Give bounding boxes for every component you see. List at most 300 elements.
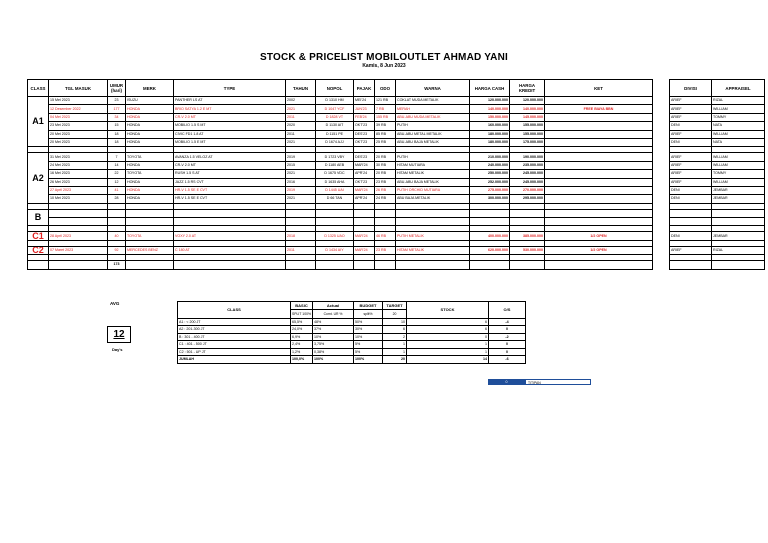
- summary-col-os: O/S: [489, 302, 526, 319]
- total-blank: [286, 261, 316, 269]
- cell-tgl: 15 Mei 2023: [49, 97, 108, 105]
- cell-appraisel: WILLIAM: [712, 161, 765, 169]
- cell-odo: 23 RB: [375, 246, 396, 254]
- cell-type: CR-V 2.0 MT: [174, 113, 286, 121]
- cell-tgl: 04 Mei 2023: [49, 113, 108, 121]
- cell-merk: HONDA: [126, 195, 174, 203]
- cell-tahun: 2019: [286, 153, 316, 161]
- cell-tahun: 2002: [286, 97, 316, 105]
- cell-appraisel: JEMBAR: [712, 195, 765, 203]
- cell-ket: [545, 130, 653, 138]
- class-label: C2: [28, 246, 49, 254]
- cell-nopol: [316, 209, 354, 217]
- summary-col-basic: BASIC: [291, 302, 313, 310]
- cell-umur: 34: [108, 113, 126, 121]
- cell-appraisel: [712, 261, 765, 269]
- cell-umur: 92: [108, 246, 126, 254]
- cell-merk: HONDA: [126, 113, 174, 121]
- cell-nopol: D 1635 AHA: [316, 178, 354, 186]
- stock-row: [28, 138, 653, 146]
- cell-ket: [545, 138, 653, 146]
- cell-umur: 14: [108, 161, 126, 169]
- cell-cash: [470, 218, 510, 226]
- cell-odo: 23 RB: [375, 178, 396, 186]
- cell-umur: 28: [108, 195, 126, 203]
- cell-tgl: [49, 218, 108, 226]
- summary-row: [178, 341, 526, 349]
- cell-appraisel: JEMBAR: [712, 232, 765, 240]
- cell-merk: HONDA: [126, 161, 174, 169]
- total-blank: [545, 261, 653, 269]
- cell-warna: ABU-ABU METAL METALIK: [396, 130, 470, 138]
- col-pajak: PAJAK: [354, 80, 375, 97]
- summary-cell-class: A1 : < 200 JT: [178, 318, 291, 326]
- cell-tahun: [286, 209, 316, 217]
- divisi-row: [670, 195, 765, 203]
- cell-umur: 12: [108, 178, 126, 186]
- cell-kredit: 235.000.000: [510, 161, 545, 169]
- cell-type: HR-V 1.5 SE E CVT: [174, 186, 286, 194]
- summary-cell-class: C1 : 401 - 500 JT: [178, 341, 291, 349]
- cell-nopol: D 1434 AIY: [316, 246, 354, 254]
- stock-row: [28, 153, 653, 161]
- divisi-row: [670, 209, 765, 217]
- cell-type: [174, 218, 286, 226]
- cell-cash: 160.000.000: [470, 122, 510, 130]
- cell-warna: HITAM METALIK: [396, 170, 470, 178]
- cell-appraisel: NATA: [712, 138, 765, 146]
- col-ket: KET: [545, 80, 653, 97]
- summary-cell-os: 0: [489, 326, 526, 334]
- cell-odo: 25 RB: [375, 138, 396, 146]
- divisi-row: [670, 97, 765, 105]
- cell-ket: [545, 161, 653, 169]
- cell-merk: HONDA: [126, 122, 174, 130]
- stock-row: [28, 195, 653, 203]
- cell-ket: [545, 209, 653, 217]
- cell-divisi: ARIEF: [670, 178, 712, 186]
- cell-tgl: 20 Mei 2023: [49, 130, 108, 138]
- cell-appraisel: RIZAL: [712, 97, 765, 105]
- cell-kredit: 175.000.000: [510, 138, 545, 146]
- cell-divisi: ARIEF: [670, 246, 712, 254]
- cell-tgl: 26 Mei 2023: [49, 178, 108, 186]
- cell-warna: PUTIH: [396, 153, 470, 161]
- cell-divisi: [670, 209, 712, 217]
- cell-divisi: ARIEF: [670, 170, 712, 178]
- cell-nopol: [316, 218, 354, 226]
- cell-cash: [470, 209, 510, 217]
- cell-tgl: 10 Mei 2023: [49, 195, 108, 203]
- cell-pajak: DES'23: [354, 130, 375, 138]
- summary-cell-budget: 100%: [354, 356, 383, 364]
- stock-row: [28, 97, 653, 105]
- summary-cell-stock: 6: [407, 326, 489, 334]
- col-cash: HARGA CASH: [470, 80, 510, 97]
- cell-merk: [126, 218, 174, 226]
- cell-nopol: D 1130 AIT: [316, 122, 354, 130]
- cell-ket: [545, 195, 653, 203]
- total-blank: [126, 261, 174, 269]
- cell-cash: 140.000.000: [470, 105, 510, 113]
- summary-cell-budget: 5%: [354, 341, 383, 349]
- summary-cell-stock: 1: [407, 341, 489, 349]
- summary-cell-target: 2: [383, 333, 407, 341]
- summary-cell-target: 10: [383, 318, 407, 326]
- divisi-row: [670, 218, 765, 226]
- summary-cell-basic: 1,2%: [291, 348, 313, 356]
- cell-warna: PUTIH ORCHID MUTIARA: [396, 186, 470, 194]
- cell-appraisel: [712, 218, 765, 226]
- cell-kredit: 385.000.000: [510, 232, 545, 240]
- stock-table-header: [28, 80, 653, 97]
- cell-tahun: 2019: [286, 186, 316, 194]
- cell-pajak: [354, 218, 375, 226]
- cell-divisi: [670, 261, 712, 269]
- summary-cell-budget: 10%: [354, 333, 383, 341]
- cell-kredit: [510, 209, 545, 217]
- summary-cell-os: -4: [489, 318, 526, 326]
- summary-sub-target: 20: [383, 310, 407, 318]
- cell-merk: TOYOTA: [126, 153, 174, 161]
- cell-odo: 20 RB: [375, 170, 396, 178]
- summary-cell-class: A2 : 201-300 JT: [178, 326, 291, 334]
- cell-tahun: 2018: [286, 232, 316, 240]
- cell-ket: 1/2 OPEN: [545, 232, 653, 240]
- cell-pajak: APR'24: [354, 170, 375, 178]
- cell-kredit: 120.000.000: [510, 97, 545, 105]
- total-row: [28, 261, 653, 269]
- cell-tahun: 2021: [286, 105, 316, 113]
- cell-cash: 250.000.000: [470, 170, 510, 178]
- cell-divisi: [670, 218, 712, 226]
- cell-warna: ABU BAJA METALIK: [396, 195, 470, 203]
- summary-cell-actual: 10%: [313, 333, 354, 341]
- cell-appraisel: RIZAL: [712, 246, 765, 254]
- cell-kredit: 155.000.000: [510, 122, 545, 130]
- class-label: C1: [28, 232, 49, 240]
- cell-type: VOXY 2.0 AT: [174, 232, 286, 240]
- cell-appraisel: TOMMY: [712, 170, 765, 178]
- cell-tgl: 16 Mei 2023: [49, 170, 108, 178]
- cell-pajak: APR'24: [354, 195, 375, 203]
- cell-type: PANTHER LS AT: [174, 97, 286, 105]
- cell-umur: [108, 218, 126, 226]
- cell-warna: PUTIH METALIK: [396, 232, 470, 240]
- col-merk: MERK: [126, 80, 174, 97]
- cell-nopol: D 1325 UAO: [316, 232, 354, 240]
- total-blank: [470, 261, 510, 269]
- cell-nopol: D 1180 AEB: [316, 161, 354, 169]
- cell-nopol: D 66 TAN: [316, 195, 354, 203]
- divisi-row: [670, 138, 765, 146]
- cell-kredit: 270.000.000: [510, 186, 545, 194]
- summary-cell-class: B : 301 - 400 JT: [178, 333, 291, 341]
- cell-pajak: OKT'23: [354, 178, 375, 186]
- total-blank: [375, 261, 396, 269]
- cell-type: MOBILIO 1.5 S MT: [174, 122, 286, 130]
- cell-type: HR-V 1.5 SE E CVT: [174, 195, 286, 203]
- col-appraisel: APPRAISEL: [712, 80, 765, 97]
- page-title: STOCK & PRICELIST MOBILOUTLET AHMAD YANI: [259, 52, 508, 63]
- cell-odo: 39 RB: [375, 122, 396, 130]
- col-warna: WARNA: [396, 80, 470, 97]
- divisi-row: [670, 153, 765, 161]
- cell-cash: 150.000.000: [470, 113, 510, 121]
- summary-cell-basic: 24,0%: [291, 326, 313, 334]
- cell-cash: 120.000.000: [470, 97, 510, 105]
- cell-divisi: ARIEF: [670, 113, 712, 121]
- summary-cell-stock: 0: [407, 333, 489, 341]
- cell-odo: 46 RB: [375, 232, 396, 240]
- cell-ket: [545, 170, 653, 178]
- divisi-row: [670, 122, 765, 130]
- summary-col-class: CLASS: [178, 302, 291, 319]
- stock-row: [28, 232, 653, 240]
- cell-warna: HITAM METALIK: [396, 246, 470, 254]
- summary-cell-os: -2: [489, 333, 526, 341]
- cell-kredit: 245.000.000: [510, 178, 545, 186]
- cell-merk: TOYOTA: [126, 232, 174, 240]
- cell-tgl: 20 Mei 2023: [49, 138, 108, 146]
- cell-umur: 23: [108, 97, 126, 105]
- stock-row: [28, 218, 653, 226]
- cell-pajak: JUN'23: [354, 105, 375, 113]
- cell-odo: 20 RB: [375, 153, 396, 161]
- cell-appraisel: WILLIAM: [712, 178, 765, 186]
- total-umur: 173: [108, 261, 126, 269]
- cell-pajak: MAR'24: [354, 246, 375, 254]
- cell-tahun: 2021: [286, 170, 316, 178]
- cell-divisi: DENI: [670, 186, 712, 194]
- summary-sub-actual: Comt. UR %: [313, 310, 354, 318]
- cell-appraisel: TOMMY: [712, 113, 765, 121]
- cell-divisi: DENI: [670, 195, 712, 203]
- cell-ket: [545, 178, 653, 186]
- cell-tahun: 2011: [286, 246, 316, 254]
- cell-type: BRIO SATYA 1.2 E MT: [174, 105, 286, 113]
- cell-warna: MERAH: [396, 105, 470, 113]
- cell-umur: 7: [108, 153, 126, 161]
- cell-tahun: [286, 218, 316, 226]
- divisi-row: [670, 261, 765, 269]
- col-nopol: NOPOL: [316, 80, 354, 97]
- summary-cell-stock: 1: [407, 348, 489, 356]
- cell-warna: PUTIH: [396, 122, 470, 130]
- cell-pajak: DES'23: [354, 153, 375, 161]
- cell-divisi: ARIEF: [670, 161, 712, 169]
- summary-table: [177, 301, 526, 364]
- cell-cash: 180.000.000: [470, 138, 510, 146]
- cell-kredit: 145.000.000: [510, 113, 545, 121]
- stock-row: [28, 246, 653, 254]
- cell-appraisel: NATA: [712, 122, 765, 130]
- divisi-row: [670, 161, 765, 169]
- divisi-row: [670, 246, 765, 254]
- cell-umur: 40: [108, 232, 126, 240]
- col-tahun: TAHUN: [286, 80, 316, 97]
- cell-merk: ISUZU: [126, 97, 174, 105]
- cell-umur: 22: [108, 170, 126, 178]
- cell-type: RUSH 1.5 S AT: [174, 170, 286, 178]
- cell-nopol: D 1674 AJJ: [316, 138, 354, 146]
- cell-odo: 7 RB: [375, 105, 396, 113]
- col-umur: UMUR (hari): [108, 80, 126, 97]
- summary-cell-actual: 37%: [313, 326, 354, 334]
- cell-odo: 30 RB: [375, 161, 396, 169]
- cell-tgl: 27 April 2023: [49, 186, 108, 194]
- divisi-row: [670, 178, 765, 186]
- summary-cell-actual: 3,75%: [313, 341, 354, 349]
- cell-umur: 18: [108, 130, 126, 138]
- summary-cell-stock: 6: [407, 318, 489, 326]
- total-blank: [174, 261, 286, 269]
- summary-row: [178, 348, 526, 356]
- cell-pajak: [354, 209, 375, 217]
- total-blank: [49, 261, 108, 269]
- cell-cash: 300.000.000: [470, 195, 510, 203]
- cell-nopol: D 1723 VBY: [316, 153, 354, 161]
- summary-col-actual: Actual: [313, 302, 354, 310]
- summary-cell-class: JUMLAH: [178, 356, 291, 364]
- cell-cash: 240.000.000: [470, 161, 510, 169]
- total-blank: [354, 261, 375, 269]
- cell-appraisel: WILLIAM: [712, 105, 765, 113]
- cell-nopol: D 1310 HM: [316, 97, 354, 105]
- summary-col-stock: STOCK: [407, 302, 489, 319]
- summary-cell-actual: 100%: [313, 356, 354, 364]
- cell-appraisel: WILLIAM: [712, 130, 765, 138]
- cell-odo: [375, 218, 396, 226]
- cell-tgl: 12 Desember 2022: [49, 105, 108, 113]
- cell-ket: [545, 122, 653, 130]
- cell-cash: 400.000.000: [470, 232, 510, 240]
- cell-umur: [108, 209, 126, 217]
- cell-umur: 18: [108, 138, 126, 146]
- stock-row: [28, 170, 653, 178]
- cell-pajak: MAR'24: [354, 232, 375, 240]
- avg-unit: Day's: [112, 347, 123, 352]
- divisi-table-header: [670, 80, 765, 97]
- cell-pajak: MEI'24: [354, 97, 375, 105]
- cell-pajak: MAR'24: [354, 186, 375, 194]
- class-label: A2: [28, 153, 49, 203]
- cell-pajak: OKT'23: [354, 122, 375, 130]
- cell-pajak: FEB'24: [354, 113, 375, 121]
- divisi-table: [669, 79, 765, 270]
- cell-merk: HONDA: [126, 105, 174, 113]
- cell-odo: 155 RB: [375, 113, 396, 121]
- cell-ket: FREE BIAYA BBN: [545, 105, 653, 113]
- cell-appraisel: [712, 209, 765, 217]
- stock-row: [28, 122, 653, 130]
- stock-row: [28, 113, 653, 121]
- col-divisi: DIVISI: [670, 80, 712, 97]
- class-label: A1: [28, 97, 49, 147]
- cell-odo: [375, 209, 396, 217]
- cell-type: JAZZ 1.5 RS CVT: [174, 178, 286, 186]
- divisi-row: [670, 113, 765, 121]
- stock-row: [28, 161, 653, 169]
- cell-kredit: 190.000.000: [510, 153, 545, 161]
- total-blank: [316, 261, 354, 269]
- cell-merk: HONDA: [126, 130, 174, 138]
- cell-cash: 252.000.000: [470, 178, 510, 186]
- cell-cash: 275.000.000: [470, 186, 510, 194]
- cell-nopol: D 1445 UAI: [316, 186, 354, 194]
- cell-odo: 26 RB: [375, 186, 396, 194]
- cell-tgl: 23 Mei 2023: [49, 122, 108, 130]
- divisi-row: [670, 170, 765, 178]
- cell-tahun: 2016: [286, 178, 316, 186]
- avg-value: 12: [107, 326, 131, 343]
- total-blank: [510, 261, 545, 269]
- cell-umur: 41: [108, 186, 126, 194]
- cell-pajak: MAR'24: [354, 161, 375, 169]
- cell-divisi: DENI: [670, 138, 712, 146]
- summary-row: [178, 318, 526, 326]
- cell-kredit: 295.000.000: [510, 195, 545, 203]
- summary-cell-budget: 5%: [354, 348, 383, 356]
- cell-kredit: 155.000.000: [510, 130, 545, 138]
- page-date: Kamis, 8 Jun 2023: [362, 63, 406, 69]
- total-blank: [28, 261, 49, 269]
- cell-ket: [545, 153, 653, 161]
- cell-cash: 210.000.000: [470, 153, 510, 161]
- stock-row: [28, 130, 653, 138]
- cell-divisi: DENI: [670, 122, 712, 130]
- cell-tgl: 31 Mei 2023: [49, 153, 108, 161]
- summary-cell-os: 0: [489, 348, 526, 356]
- cell-type: AVANZA 1.5 VELOZ AT: [174, 153, 286, 161]
- titipan-label: TITIPAN: [525, 379, 591, 385]
- cell-ket: [545, 97, 653, 105]
- cell-warna: COKLAT MUDA METALIK: [396, 97, 470, 105]
- cell-merk: HONDA: [126, 178, 174, 186]
- summary-cell-basic: 65,5%: [291, 318, 313, 326]
- cell-ket: [545, 186, 653, 194]
- cell-divisi: ARIEF: [670, 105, 712, 113]
- cell-merk: TOYOTA: [126, 170, 174, 178]
- cell-tahun: 2020: [286, 122, 316, 130]
- divisi-row: [670, 130, 765, 138]
- cell-tgl: 24 Mei 2023: [49, 161, 108, 169]
- class-label: B: [28, 209, 49, 226]
- summary-col-budget: BUDGET: [354, 302, 383, 310]
- cell-umur: 15: [108, 122, 126, 130]
- cell-divisi: DENI: [670, 232, 712, 240]
- cell-tahun: 2011: [286, 113, 316, 121]
- summary-cell-actual: 48%: [313, 318, 354, 326]
- summary-col-target: TARGET: [383, 302, 407, 310]
- cell-ket: [545, 113, 653, 121]
- cell-kredit: [510, 218, 545, 226]
- summary-row: [178, 326, 526, 334]
- cell-cash: 180.000.000: [470, 130, 510, 138]
- cell-kredit: 530.000.000: [510, 246, 545, 254]
- cell-warna: [396, 218, 470, 226]
- cell-type: [174, 209, 286, 217]
- cell-umur: 177: [108, 105, 126, 113]
- col-class: CLASS: [28, 80, 49, 97]
- cell-warna: [396, 209, 470, 217]
- cell-type: C 180 AT: [174, 246, 286, 254]
- summary-cell-basic: 100,0%: [291, 356, 313, 364]
- divisi-row: [670, 105, 765, 113]
- stock-highlight-cell: 0: [488, 379, 525, 385]
- cell-odo: 85 RB: [375, 130, 396, 138]
- summary-sub-budget: split%: [354, 310, 383, 318]
